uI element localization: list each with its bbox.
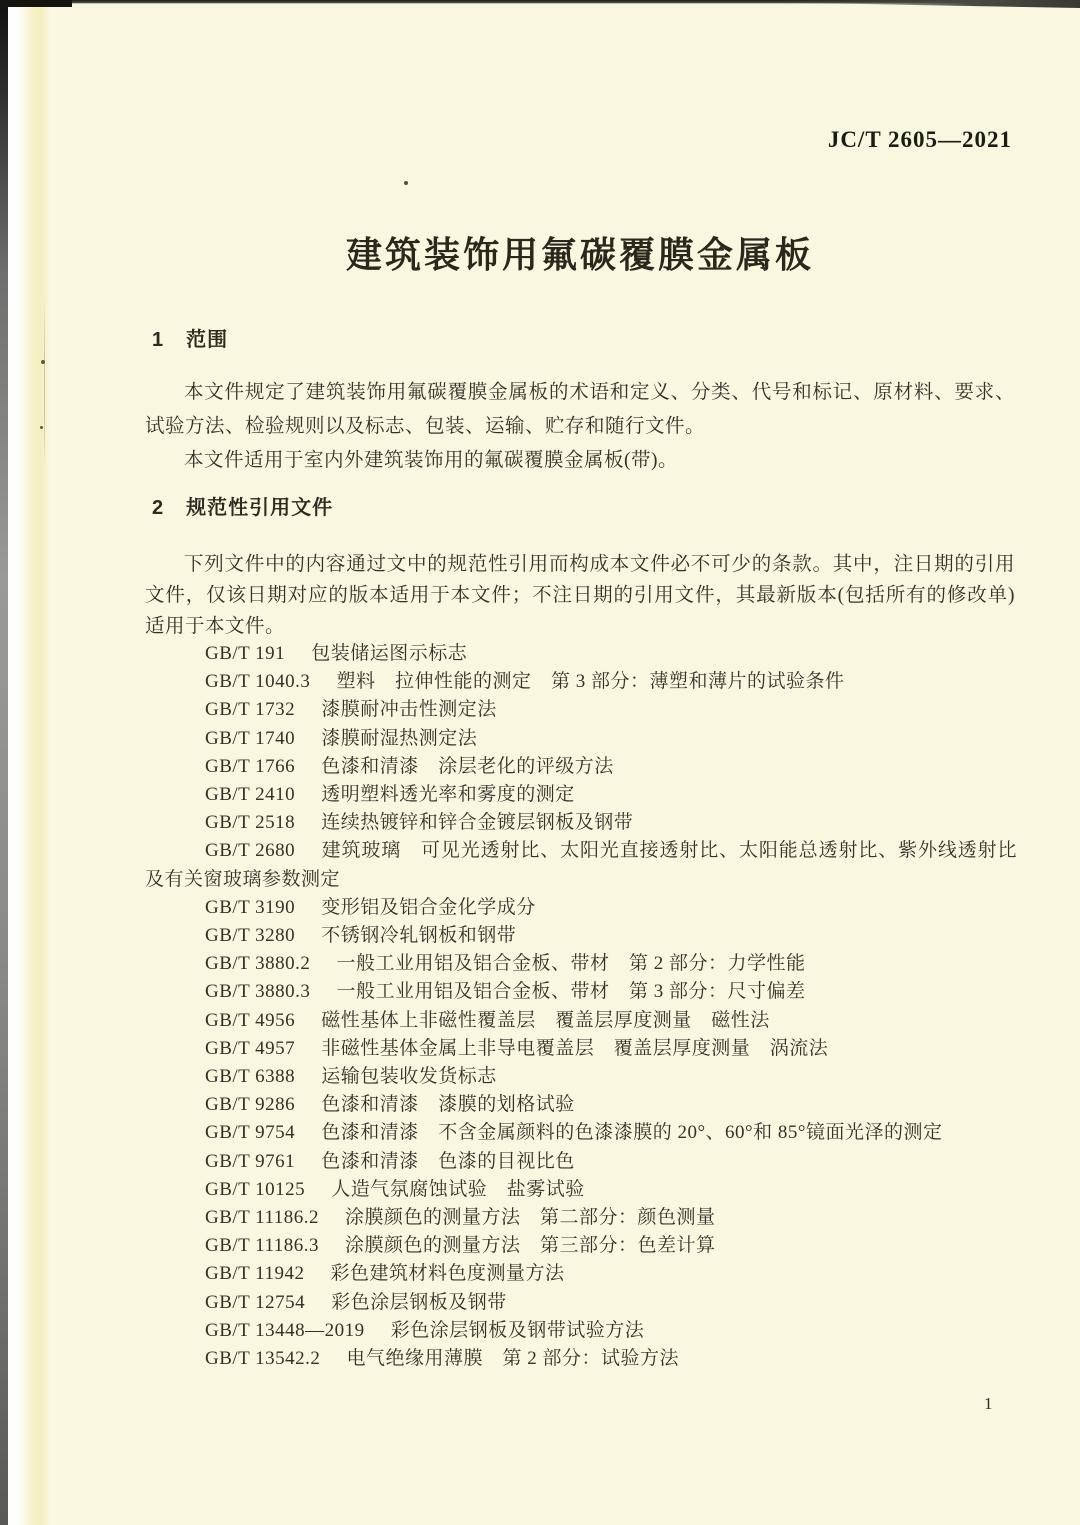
reference-item — [145, 1232, 1017, 1260]
reference-item — [145, 1204, 1017, 1232]
reference-title: 涂膜颜色的测量方法 第三部分：色差计算 — [345, 1235, 716, 1257]
reference-code: GB/T 1732 — [205, 699, 296, 721]
reference-title: 变形铝及铝合金化学成分 — [321, 896, 536, 918]
reference-code: GB/T 9286 — [205, 1094, 296, 1116]
reference-code: GB/T 6388 — [205, 1066, 296, 1088]
reference-item — [145, 1148, 1017, 1176]
reference-code: GB/T 1740 — [205, 727, 296, 749]
section-label: 范围 — [186, 329, 229, 351]
reference-item — [145, 1091, 1017, 1119]
standard-code: JC/T 2605—2021 — [827, 127, 1012, 152]
reference-title: 电气绝缘用薄膜 第 2 部分：试验方法 — [346, 1348, 679, 1370]
paper-crease — [44, 298, 45, 468]
reference-title: 漆膜耐湿热测定法 — [321, 727, 478, 749]
reference-item — [145, 640, 1017, 668]
reference-code: GB/T 9761 — [205, 1150, 296, 1172]
reference-item — [145, 753, 1017, 781]
reference-code: GB/T 9754 — [205, 1122, 296, 1144]
reference-title: 运输包装收发货标志 — [321, 1066, 497, 1088]
reference-title: 建筑玻璃 可见光透射比、太阳光直接透射比、太阳能总透射比、紫外线透射比及有关窗玻璃参数测定 — [145, 840, 1017, 890]
scan-artifact-dot — [40, 426, 43, 429]
reference-title: 塑料 拉伸性能的测定 第 3 部分：薄塑和薄片的试验条件 — [336, 671, 845, 693]
reference-title: 色漆和清漆 色漆的目视比色 — [321, 1150, 575, 1172]
reference-code: GB/T 2410 — [205, 784, 296, 806]
section-number: 1 — [152, 329, 165, 351]
reference-title: 色漆和清漆 漆膜的划格试验 — [321, 1094, 575, 1116]
reference-item — [145, 696, 1017, 724]
reference-code: GB/T 2680 — [205, 840, 296, 862]
reference-item — [145, 922, 1017, 950]
page-gutter-shadow — [8, 0, 58, 1525]
reference-title: 连续热镀锌和锌合金镀层钢板及钢带 — [321, 812, 634, 834]
reference-title: 漆膜耐冲击性测定法 — [321, 699, 497, 721]
reference-title: 磁性基体上非磁性覆盖层 覆盖层厚度测量 磁性法 — [321, 1009, 770, 1031]
reference-title: 色漆和清漆 涂层老化的评级方法 — [321, 755, 614, 777]
reference-item — [145, 1035, 1017, 1063]
reference-code: GB/T 3880.3 — [205, 981, 311, 1003]
page-number: 1 — [984, 1394, 993, 1413]
reference-code: GB/T 11186.3 — [205, 1235, 320, 1257]
reference-item — [145, 1317, 1017, 1345]
reference-code: GB/T 12754 — [205, 1291, 306, 1313]
reference-code: GB/T 2518 — [205, 812, 296, 834]
reference-code: GB/T 1040.3 — [205, 671, 311, 693]
reference-item — [145, 1345, 1017, 1373]
reference-item — [145, 978, 1017, 1006]
scope-paragraphs — [145, 376, 1015, 478]
reference-code: GB/T 13448—2019 — [205, 1319, 365, 1341]
body-paragraph: 本文件规定了建筑装饰用氟碳覆膜金属板的术语和定义、分类、代号和标记、原材料、要求、试验方法、检验规则以及标志、包装、运输、贮存和随行文件。 — [145, 382, 1015, 437]
reference-item — [145, 1260, 1017, 1288]
scan-artifact-dot — [404, 181, 408, 185]
reference-code: GB/T 3880.2 — [205, 953, 311, 975]
reference-code: GB/T 4956 — [205, 1009, 296, 1031]
scan-edge-left — [0, 0, 8, 1525]
reference-code: GB/T 1766 — [205, 755, 296, 777]
section-number: 2 — [152, 497, 165, 519]
scan-artifact-dot — [41, 360, 45, 364]
section-heading-normative-references — [152, 491, 333, 520]
references-intro — [145, 549, 1015, 642]
reference-title: 彩色涂层钢板及钢带试验方法 — [390, 1319, 645, 1341]
reference-code: GB/T 4957 — [205, 1037, 296, 1059]
reference-item — [145, 809, 1017, 837]
body-paragraph: 下列文件中的内容通过文中的规范性引用而构成本文件必不可少的条款。其中，注日期的引用文件，仅该日期对应的版本适用于本文件；不注日期的引用文件，其最新版本(包括所有的修改单)适用于本文件。 — [145, 554, 1015, 637]
reference-code: GB/T 3190 — [205, 896, 296, 918]
reference-title: 人造气氛腐蚀试验 盐雾试验 — [331, 1178, 585, 1200]
reference-item — [145, 1063, 1017, 1091]
reference-title: 非磁性基体金属上非导电覆盖层 覆盖层厚度测量 涡流法 — [321, 1037, 829, 1059]
reference-list — [145, 640, 1017, 1373]
reference-item — [145, 668, 1017, 696]
reference-item — [145, 1289, 1017, 1317]
reference-title: 透明塑料透光率和雾度的测定 — [321, 784, 575, 806]
reference-item — [145, 894, 1017, 922]
reference-title: 一般工业用铝及铝合金板、带材 第 2 部分：力学性能 — [336, 953, 806, 975]
reference-title: 一般工业用铝及铝合金板、带材 第 3 部分：尺寸偏差 — [336, 981, 806, 1003]
reference-title: 彩色建筑材料色度测量方法 — [330, 1263, 565, 1285]
reference-item — [145, 725, 1017, 753]
reference-code: GB/T 11186.2 — [205, 1207, 320, 1229]
reference-title: 涂膜颜色的测量方法 第二部分：颜色测量 — [345, 1207, 716, 1229]
section-heading-scope — [152, 323, 228, 352]
document-title: 建筑装饰用氟碳覆膜金属板 — [345, 234, 814, 275]
reference-code: GB/T 191 — [205, 643, 286, 664]
reference-code: GB/T 10125 — [205, 1178, 306, 1200]
reference-item — [145, 837, 1017, 893]
reference-code: GB/T 13542.2 — [205, 1348, 321, 1370]
reference-item — [145, 1176, 1017, 1204]
reference-item — [145, 781, 1017, 809]
reference-code: GB/T 3280 — [205, 925, 296, 947]
reference-title: 色漆和清漆 不含金属颜料的色漆漆膜的 20°、60°和 85°镜面光泽的测定 — [321, 1122, 943, 1144]
reference-item — [145, 1119, 1017, 1147]
reference-title: 彩色涂层钢板及钢带 — [331, 1291, 507, 1313]
scan-edge-top-left-corner — [0, 0, 72, 7]
body-paragraph: 本文件适用于室内外建筑装饰用的氟碳覆膜金属板(带)。 — [184, 450, 678, 471]
reference-item — [145, 950, 1017, 978]
reference-title: 包装储运图示标志 — [311, 643, 468, 664]
reference-title: 不锈钢冷轧钢板和钢带 — [321, 925, 517, 947]
section-label: 规范性引用文件 — [186, 497, 334, 519]
reference-item — [145, 1007, 1017, 1035]
reference-code: GB/T 11942 — [205, 1263, 305, 1285]
